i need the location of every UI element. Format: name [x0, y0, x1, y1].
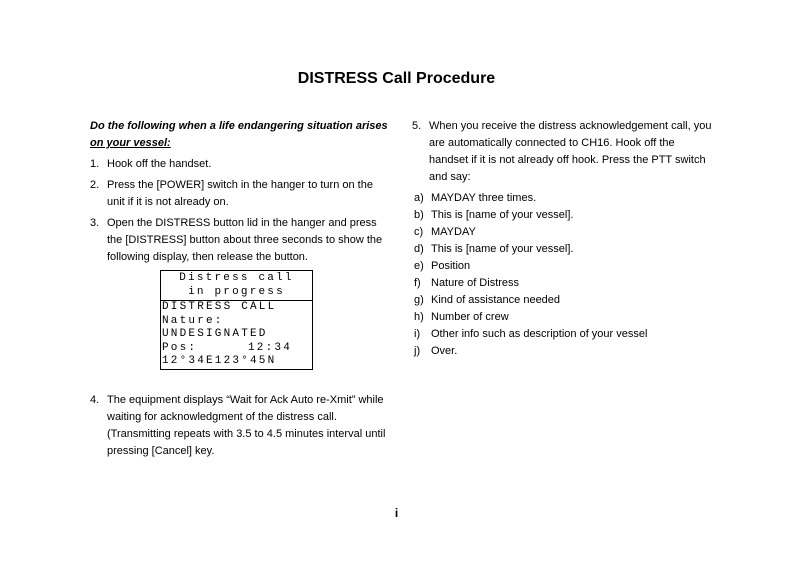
page-title: DISTRESS Call Procedure [297, 70, 496, 87]
sub-item-text: Over. [431, 345, 458, 357]
lcd-header-line2: in progress [188, 285, 285, 298]
sub-item-letter: e) [414, 260, 424, 272]
step-number: 1. [90, 158, 100, 170]
sub-item-text: This is [name of your vessel]. [431, 209, 574, 221]
sub-item-h [414, 309, 712, 326]
sub-item-letter: f) [414, 277, 421, 289]
sub-item-letter: d) [414, 243, 424, 255]
page-number: i [394, 506, 399, 520]
intro-prefix: Do the following when a life endangering situation arises [90, 120, 388, 132]
lcd-display [160, 270, 313, 370]
step-2 [90, 177, 390, 211]
sub-item-letter: h) [414, 311, 424, 323]
lcd-line-3: UNDESIGNATED [162, 328, 268, 340]
step-4 [90, 392, 390, 460]
step-3 [90, 215, 390, 266]
step-text: The equipment displays “Wait for Ack Auto re-Xmit” while waiting for acknowledgment of the distress call. (Transmitting repeats with 3.5 to 4.5 minutes interval until pressing [Cancel] key. [107, 393, 386, 457]
step-number: 5. [412, 120, 422, 132]
sub-item-i [414, 326, 712, 343]
sub-item-d [414, 241, 712, 258]
sub-item-a [414, 190, 712, 207]
sub-item-letter: i) [414, 328, 421, 340]
sub-item-text: Kind of assistance needed [431, 294, 561, 306]
sub-item-b [414, 207, 712, 224]
left-column [90, 118, 390, 464]
lcd-line-4 [161, 342, 312, 356]
step-number: 3. [90, 217, 100, 229]
lcd-line-5: 12°34E123°45N [162, 355, 277, 367]
sub-item-f [414, 275, 712, 292]
sub-item-text: MAYDAY three times. [431, 192, 537, 204]
step-text: Hook off the handset. [107, 158, 212, 170]
sub-item-letter: a) [414, 192, 424, 204]
sub-item-c [414, 224, 712, 241]
sub-item-g [414, 292, 712, 309]
right-column [412, 118, 712, 360]
lcd-pos-time: 12:34 [247, 341, 292, 354]
sub-item-text: Position [431, 260, 471, 272]
sub-item-j [414, 343, 712, 360]
intro-underlined: on your vessel: [90, 137, 171, 149]
sub-item-text: MAYDAY [431, 226, 476, 238]
sub-item-letter: c) [414, 226, 424, 238]
sub-item-text: Number of crew [431, 311, 509, 323]
sub-item-text: This is [name of your vessel]. [431, 243, 574, 255]
sub-item-letter: b) [414, 209, 424, 221]
lcd-header [161, 271, 312, 301]
intro-text [90, 118, 390, 152]
step-text: Open the DISTRESS button lid in the hanger and press the [DISTRESS] button about three seconds to show the following display, then release the button. [107, 217, 383, 263]
step-number: 4. [90, 393, 100, 406]
lcd-header-line1: Distress call [179, 272, 294, 284]
sub-item-letter: g) [414, 294, 424, 306]
lcd-line-1: DISTRESS CALL [162, 301, 277, 313]
step-5 [412, 118, 712, 186]
step-1 [90, 156, 390, 173]
sub-item-e [414, 258, 712, 275]
lcd-pos-label: Pos: [162, 341, 198, 354]
lcd-line-2: Nature: [162, 314, 224, 327]
sub-item-letter: j) [414, 345, 421, 357]
sub-item-text: Nature of Distress [431, 277, 520, 289]
step-text: When you receive the distress acknowledgement call, you are automatically connected to CH16. Hook off the handset if it is not already off hook. Press the PTT switch and say: [429, 120, 712, 183]
step-number: 2. [90, 179, 100, 191]
sub-item-text: Other info such as description of your vessel [431, 328, 648, 340]
step-text: Press the [POWER] switch in the hanger to turn on the unit if it is not already on. [107, 179, 373, 208]
